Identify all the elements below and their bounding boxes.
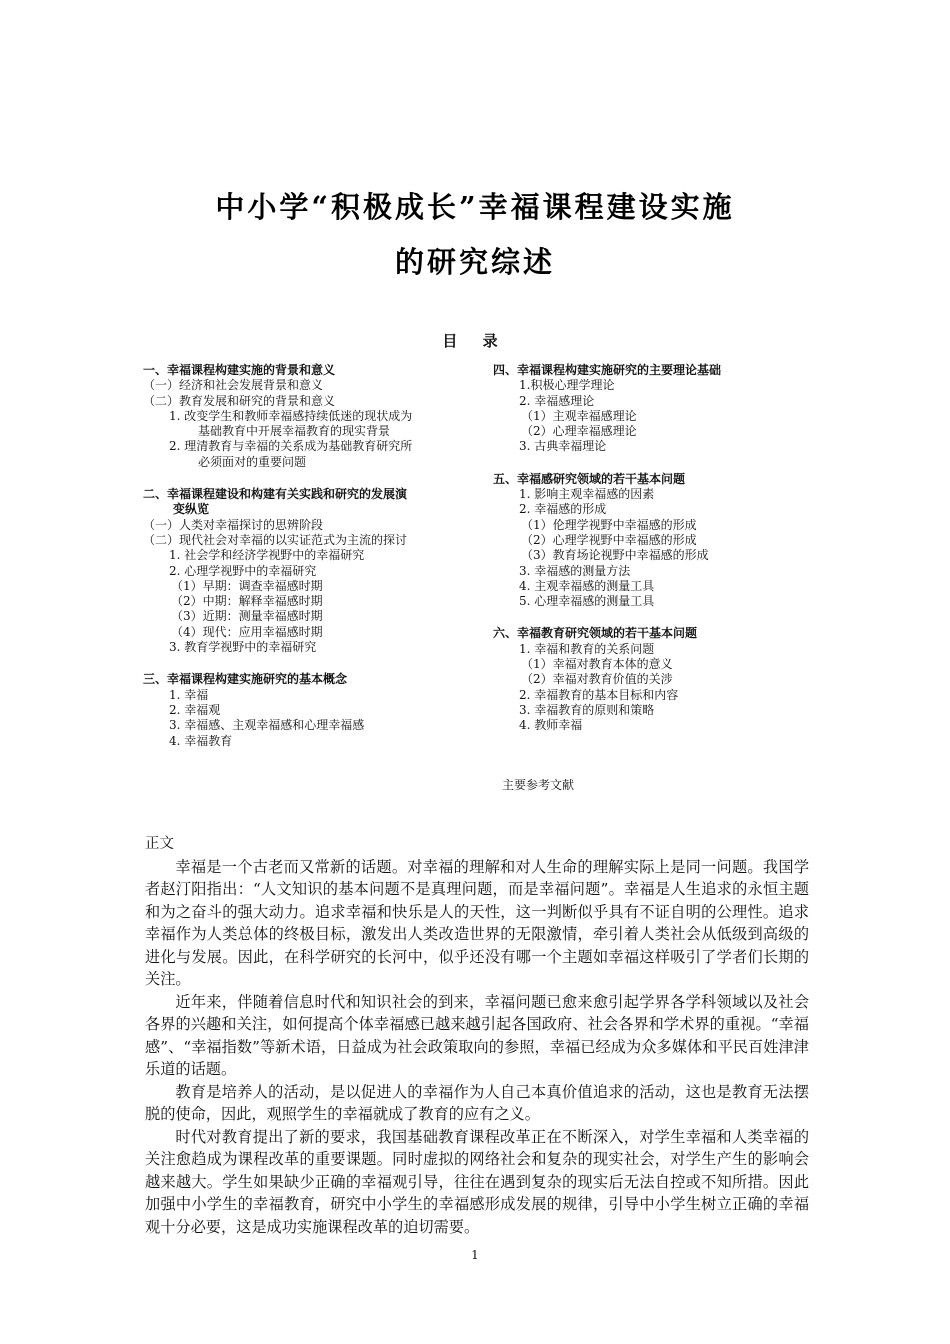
- toc-references[interactable]: 主要参考文献: [502, 778, 575, 792]
- toc-item[interactable]: （1）主观幸福感理论: [521, 408, 637, 423]
- toc-section-2[interactable]: 二、幸福课程建设和构建有关实践和研究的发展演: [143, 487, 408, 502]
- toc-item[interactable]: 1. 幸福和教育的关系问题: [519, 641, 655, 656]
- toc-item[interactable]: （2）心理学视野中幸福感的形成: [521, 532, 697, 547]
- toc-item-continued[interactable]: 必须面对的重要问题: [198, 454, 307, 469]
- toc-item[interactable]: 3. 幸福感、主观幸福感和心理幸福感: [169, 718, 365, 733]
- toc-item[interactable]: （4）现代：应用幸福感时期: [171, 624, 323, 639]
- document-title-line-2: 的研究综述: [394, 245, 555, 279]
- toc-heading: 目 录: [442, 332, 508, 350]
- toc-right-column: [493, 363, 793, 734]
- toc-item[interactable]: 4. 主观幸福感的测量工具: [519, 578, 655, 593]
- toc-section-6[interactable]: 六、幸福教育研究领域的若干基本问题: [493, 626, 698, 641]
- toc-section-5[interactable]: 五、幸福感研究领域的若干基本问题: [493, 471, 686, 486]
- toc-item[interactable]: 3. 古典幸福理论: [519, 439, 607, 454]
- toc-item[interactable]: 3. 幸福感的测量方法: [519, 563, 631, 578]
- toc-item[interactable]: 2. 幸福教育的基本目标和内容: [519, 687, 679, 702]
- body-label: 正文: [145, 836, 174, 852]
- toc-item[interactable]: （2）心理幸福感理论: [521, 424, 637, 439]
- toc-item[interactable]: 3. 教育学视野中的幸福研究: [169, 640, 317, 655]
- toc-item[interactable]: 4. 教师幸福: [519, 718, 583, 733]
- toc-item[interactable]: 1. 幸福: [169, 687, 209, 702]
- toc-item[interactable]: 4. 幸福教育: [169, 733, 233, 748]
- body-paragraph-4: 时代对教育提出了新的要求，我国基础教育课程改革正在不断深入，对学生幸福和人类幸福的关注愈趋成为课程改革的重要课题。同时虚拟的网络社会和复杂的现实社会，对学生产生的影响会越来越大。学生如果缺少正确的幸福观引导，往往在遇到复杂的现实后无法自控或不知所措。因此加强中小学生的幸福教育，研究中小学生的幸福感形成发展的规律，引导中小学生树立正确的幸福观十分必要，这是成功实施课程改革的迫切需要。: [145, 1127, 809, 1236]
- page-number: 1: [471, 1248, 479, 1262]
- toc-item[interactable]: （1）幸福对教育本体的意义: [521, 657, 673, 672]
- toc-item[interactable]: 1. 社会学和经济学视野中的幸福研究: [169, 548, 365, 563]
- toc-item[interactable]: （二）教育发展和研究的背景和意义: [143, 393, 336, 408]
- toc-item[interactable]: 2. 幸福感的形成: [519, 502, 607, 517]
- toc-item[interactable]: 1. 改变学生和教师幸福感持续低迷的现状成为: [169, 408, 413, 423]
- toc-item[interactable]: 3. 幸福教育的原则和策略: [519, 702, 655, 717]
- body-paragraph-2: 近年来，伴随着信息时代和知识社会的到来，幸福问题已愈来愈引起学界各学科领域以及社会各界的兴趣和关注，如何提高个体幸福感已越来越引起各国政府、社会各界和学术界的重视。“幸福感”、“幸福指数”等新术语，日益成为社会政策取向的参照，幸福已经成为众多媒体和平民百姓津津乐道的话题。: [145, 992, 809, 1078]
- toc-item[interactable]: 2. 心理学视野中的幸福研究: [169, 563, 317, 578]
- toc-left-column: [143, 363, 473, 749]
- toc-item[interactable]: （1）早期：调查幸福感时期: [171, 578, 323, 593]
- toc-item[interactable]: （2）中期：解释幸福感时期: [171, 594, 323, 609]
- toc-item[interactable]: （2）幸福对教育价值的关涉: [521, 672, 673, 687]
- toc-item-continued[interactable]: 基础教育中开展幸福教育的现实背景: [198, 424, 391, 439]
- toc-item[interactable]: 5. 心理幸福感的测量工具: [519, 594, 655, 609]
- toc-item[interactable]: （3）近期：测量幸福感时期: [171, 609, 323, 624]
- body-paragraph-3: 教育是培养人的活动，是以促进人的幸福作为人自己本真价值追求的活动，这也是教育无法摆脱的使命，因此，观照学生的幸福就成了教育的应有之义。: [145, 1082, 809, 1123]
- toc-item[interactable]: 1. 影响主观幸福感的因素: [519, 487, 655, 502]
- toc-item[interactable]: 1.积极心理学理论: [519, 378, 615, 393]
- toc-section-3[interactable]: 三、幸福课程构建实施研究的基本概念: [143, 672, 348, 687]
- toc-item[interactable]: （3）教育场论视野中幸福感的形成: [521, 548, 709, 563]
- toc-section-1[interactable]: 一、幸福课程构建实施的背景和意义: [143, 363, 336, 377]
- toc-item[interactable]: （二）现代社会对幸福的以实证范式为主流的探讨: [143, 532, 408, 547]
- toc-item[interactable]: 2. 理清教育与幸福的关系成为基础教育研究所: [169, 439, 413, 454]
- document-title-line-1: 中小学“积极成长”幸福课程建设实施: [215, 190, 735, 224]
- toc-section-2-continued[interactable]: 变纵览: [173, 502, 210, 517]
- toc-item[interactable]: 2. 幸福观: [169, 702, 221, 717]
- body-section: [145, 833, 809, 1238]
- body-paragraph-1: 幸福是一个古老而又常新的话题。对幸福的理解和对人生命的理解实际上是同一问题。我国学者赵汀阳指出：“人文知识的基本问题不是真理问题，而是幸福问题”。幸福是人生追求的永恒主题和为之奋斗的强大动力。追求幸福和快乐是人的天性，这一判断似乎具有不证自明的公理性。追求幸福作为人类总体的终极目标，激发出人类改造世界的无限激情，牵引着人类社会从低级到高级的进化与发展。因此，在科学研究的长河中，似乎还没有哪一个主题如幸福这样吸引了学者们长期的关注。: [145, 857, 809, 988]
- toc-section-4[interactable]: 四、幸福课程构建实施研究的主要理论基础: [493, 363, 722, 377]
- toc-item[interactable]: （一）经济和社会发展背景和意义: [143, 378, 324, 393]
- toc-item[interactable]: （一）人类对幸福探讨的思辨阶段: [143, 517, 324, 532]
- toc-item[interactable]: （1）伦理学视野中幸福感的形成: [521, 517, 697, 532]
- toc-item[interactable]: 2. 幸福感理论: [519, 393, 595, 408]
